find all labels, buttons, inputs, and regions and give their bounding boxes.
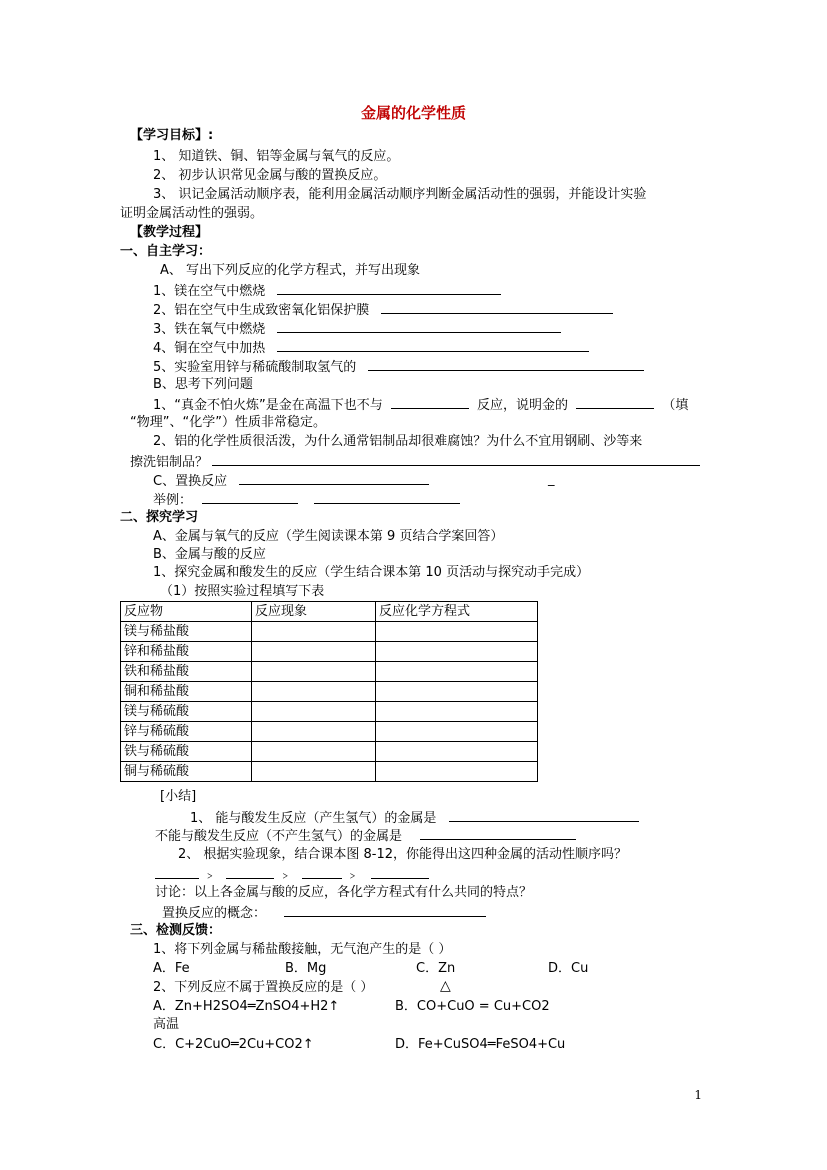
table-header-row <box>121 602 538 622</box>
reactant-cell: 镁与稀盐酸 <box>121 622 252 642</box>
answer-blank[interactable] <box>391 395 469 409</box>
option-d: D．Cu <box>548 961 589 976</box>
question-text: 2、铝的化学性质很活泼，为什么通常铝制品却很难腐蚀？为什么不宜用钢刷、沙等来 <box>153 434 643 449</box>
section-a-intro: A、 写出下列反应的化学方程式，并写出现象 <box>160 263 421 278</box>
table-row <box>121 642 538 662</box>
phenomenon-cell[interactable] <box>252 622 376 642</box>
answer-blank[interactable] <box>284 903 486 917</box>
answer-blank[interactable] <box>381 300 613 314</box>
feedback-heading: 三、检测反馈： <box>130 923 222 938</box>
phenomenon-cell[interactable] <box>252 702 376 722</box>
section-b-intro: B、思考下列问题 <box>153 377 253 392</box>
equation-cell[interactable] <box>376 682 538 702</box>
question-text: 置换反应的概念： <box>162 906 267 921</box>
question-line <box>153 395 688 413</box>
question-text: 1、镁在空气中燃烧 <box>153 284 266 299</box>
reactant-cell: 铁和稀盐酸 <box>121 662 252 682</box>
answer-blank[interactable] <box>576 395 654 409</box>
explore-heading: 二、探究学习 <box>120 510 199 525</box>
question-text: 3、铁在氧气中燃烧 <box>153 322 266 337</box>
reactant-cell: 锌和稀盐酸 <box>121 642 252 662</box>
option-c: C．C+2CuO═2Cu+CO2↑ <box>153 1037 314 1052</box>
section-a-text: A、金属与氧气的反应（学生阅读课本第 9 页结合学案回答） <box>153 529 504 544</box>
table-row <box>121 682 538 702</box>
page-number: 1 <box>694 1088 702 1102</box>
question-text: 5、实验室用锌与稀硫酸制取氢气的 <box>153 360 357 375</box>
greater-than-symbol: ﹥ <box>203 868 217 883</box>
question-line <box>130 452 700 470</box>
objective-item: 1、 知道铁、铜、铝等金属与氧气的反应。 <box>153 149 400 164</box>
question-text: 2、 根据实验现象，结合课本图 8-12，你能得出这四种金属的活动性顺序吗？ <box>178 847 628 862</box>
question-line <box>153 300 613 318</box>
question-line <box>153 319 561 337</box>
self-study-heading: 一、自主学习： <box>120 244 212 259</box>
example-label: 举例： <box>153 493 193 508</box>
table-header-cell: 反应物 <box>121 602 252 622</box>
phenomenon-cell[interactable] <box>252 722 376 742</box>
table-header-cell: 反应化学方程式 <box>376 602 538 622</box>
question-text: C、置换反应 <box>153 474 228 489</box>
answer-blank[interactable] <box>155 865 199 879</box>
question-line <box>153 357 644 375</box>
equation-cell[interactable] <box>376 642 538 662</box>
phenomenon-cell[interactable] <box>252 742 376 762</box>
question-text: 2、下列反应不属于置换反应的是（ ） <box>153 980 374 995</box>
table-row <box>121 622 538 642</box>
summary-label: [小结] <box>160 789 197 804</box>
question-line <box>162 903 486 921</box>
question-text: 1、将下列金属与稀盐酸接触，无气泡产生的是（ ） <box>153 942 452 957</box>
table-row <box>121 662 538 682</box>
answer-blank[interactable] <box>449 808 639 822</box>
table-row <box>121 762 538 782</box>
high-temp-label: 高温 <box>153 1017 180 1032</box>
table-header-cell: 反应现象 <box>252 602 376 622</box>
answer-blank[interactable] <box>302 865 342 879</box>
objective-item: 3、 识记金属活动顺序表，能利用金属活动顺序判断金属活动性的强弱，并能设计实验 <box>153 187 647 202</box>
page-title: 金属的化学性质 <box>360 104 466 122</box>
answer-blank[interactable] <box>212 452 700 466</box>
equation-cell[interactable] <box>376 702 538 722</box>
question-text: 不能与酸发生反应（不产生氢气）的金属是 <box>155 829 403 844</box>
phenomenon-cell[interactable] <box>252 762 376 782</box>
greater-than-symbol: ﹥ <box>278 868 292 883</box>
answer-blank[interactable] <box>277 281 501 295</box>
option-c: C．Zn <box>416 961 456 976</box>
answer-blank[interactable] <box>314 490 460 504</box>
objective-item: 2、 初步认识常见金属与酸的置换反应。 <box>153 168 387 183</box>
equation-cell[interactable] <box>376 622 538 642</box>
answer-blank[interactable] <box>202 490 298 504</box>
answer-blank[interactable] <box>277 319 561 333</box>
option-a: A．Fe <box>153 961 190 976</box>
objective-item: 证明金属活动性的强弱。 <box>120 206 264 221</box>
option-d: D．Fe+CuSO4═FeSO4+Cu <box>395 1037 566 1052</box>
table-row <box>121 742 538 762</box>
reactant-cell: 锌与稀硫酸 <box>121 722 252 742</box>
question-line <box>153 490 460 508</box>
equation-cell[interactable] <box>376 722 538 742</box>
section-b1-text: 1、探究金属和酸发生的反应（学生结合课本第 10 页活动与探究动手完成） <box>153 565 590 580</box>
equation-cell[interactable] <box>376 742 538 762</box>
question-text: 2、铝在空气中生成致密氧化铝保护膜 <box>153 303 370 318</box>
greater-than-symbol: ﹥ <box>345 868 359 883</box>
answer-blank[interactable] <box>239 471 429 485</box>
section-b-text: B、金属与酸的反应 <box>153 547 266 562</box>
question-text: 4、铜在空气中加热 <box>153 341 266 356</box>
question-text: 1、 能与酸发生反应（产生氢气）的金属是 <box>190 811 437 826</box>
question-line <box>155 826 576 844</box>
blank-dash: _ <box>548 472 555 487</box>
discussion-text: 讨论：以上各金属与酸的反应，各化学方程式有什么共同的特点？ <box>155 885 533 900</box>
option-b: B．Mg <box>285 961 327 976</box>
question-text: （填 <box>662 398 689 413</box>
option-a: A．Zn+H2SO4═ZnSO4+H2↑ <box>153 999 340 1014</box>
reaction-table <box>120 601 538 782</box>
question-line <box>190 808 639 826</box>
reactant-cell: 铜与稀硫酸 <box>121 762 252 782</box>
answer-blank[interactable] <box>371 865 429 879</box>
question-text: “物理”、“化学”）性质非常稳定。 <box>130 415 326 430</box>
phenomenon-cell[interactable] <box>252 662 376 682</box>
reactant-cell: 镁与稀硫酸 <box>121 702 252 722</box>
table-caption: （1）按照实验过程填写下表 <box>160 584 325 599</box>
phenomenon-cell[interactable] <box>252 642 376 662</box>
table-row <box>121 722 538 742</box>
question-text: 1、“真金不怕火炼”是金在高温下也不与 <box>153 398 383 413</box>
answer-blank[interactable] <box>420 826 576 840</box>
equation-cell[interactable] <box>376 662 538 682</box>
answer-blank[interactable] <box>368 357 644 371</box>
question-text: 反应，说明金的 <box>477 398 569 413</box>
process-heading: 【教学过程】 <box>130 225 209 240</box>
table-row <box>121 702 538 722</box>
question-line <box>153 471 429 489</box>
reactant-cell: 铜和稀盐酸 <box>121 682 252 702</box>
question-text: 擦洗铝制品？ <box>130 455 209 470</box>
activity-order-line <box>155 865 429 883</box>
triangle-symbol: △ <box>440 978 451 994</box>
equation-cell[interactable] <box>376 762 538 782</box>
objectives-heading: 【学习目标】: <box>130 128 214 143</box>
phenomenon-cell[interactable] <box>252 682 376 702</box>
answer-blank[interactable] <box>277 338 589 352</box>
reactant-cell: 铁与稀硫酸 <box>121 742 252 762</box>
question-line <box>153 281 501 299</box>
option-b: B．CO+CuO = Cu+CO2 <box>395 999 550 1014</box>
question-line <box>153 338 589 356</box>
answer-blank[interactable] <box>226 865 274 879</box>
